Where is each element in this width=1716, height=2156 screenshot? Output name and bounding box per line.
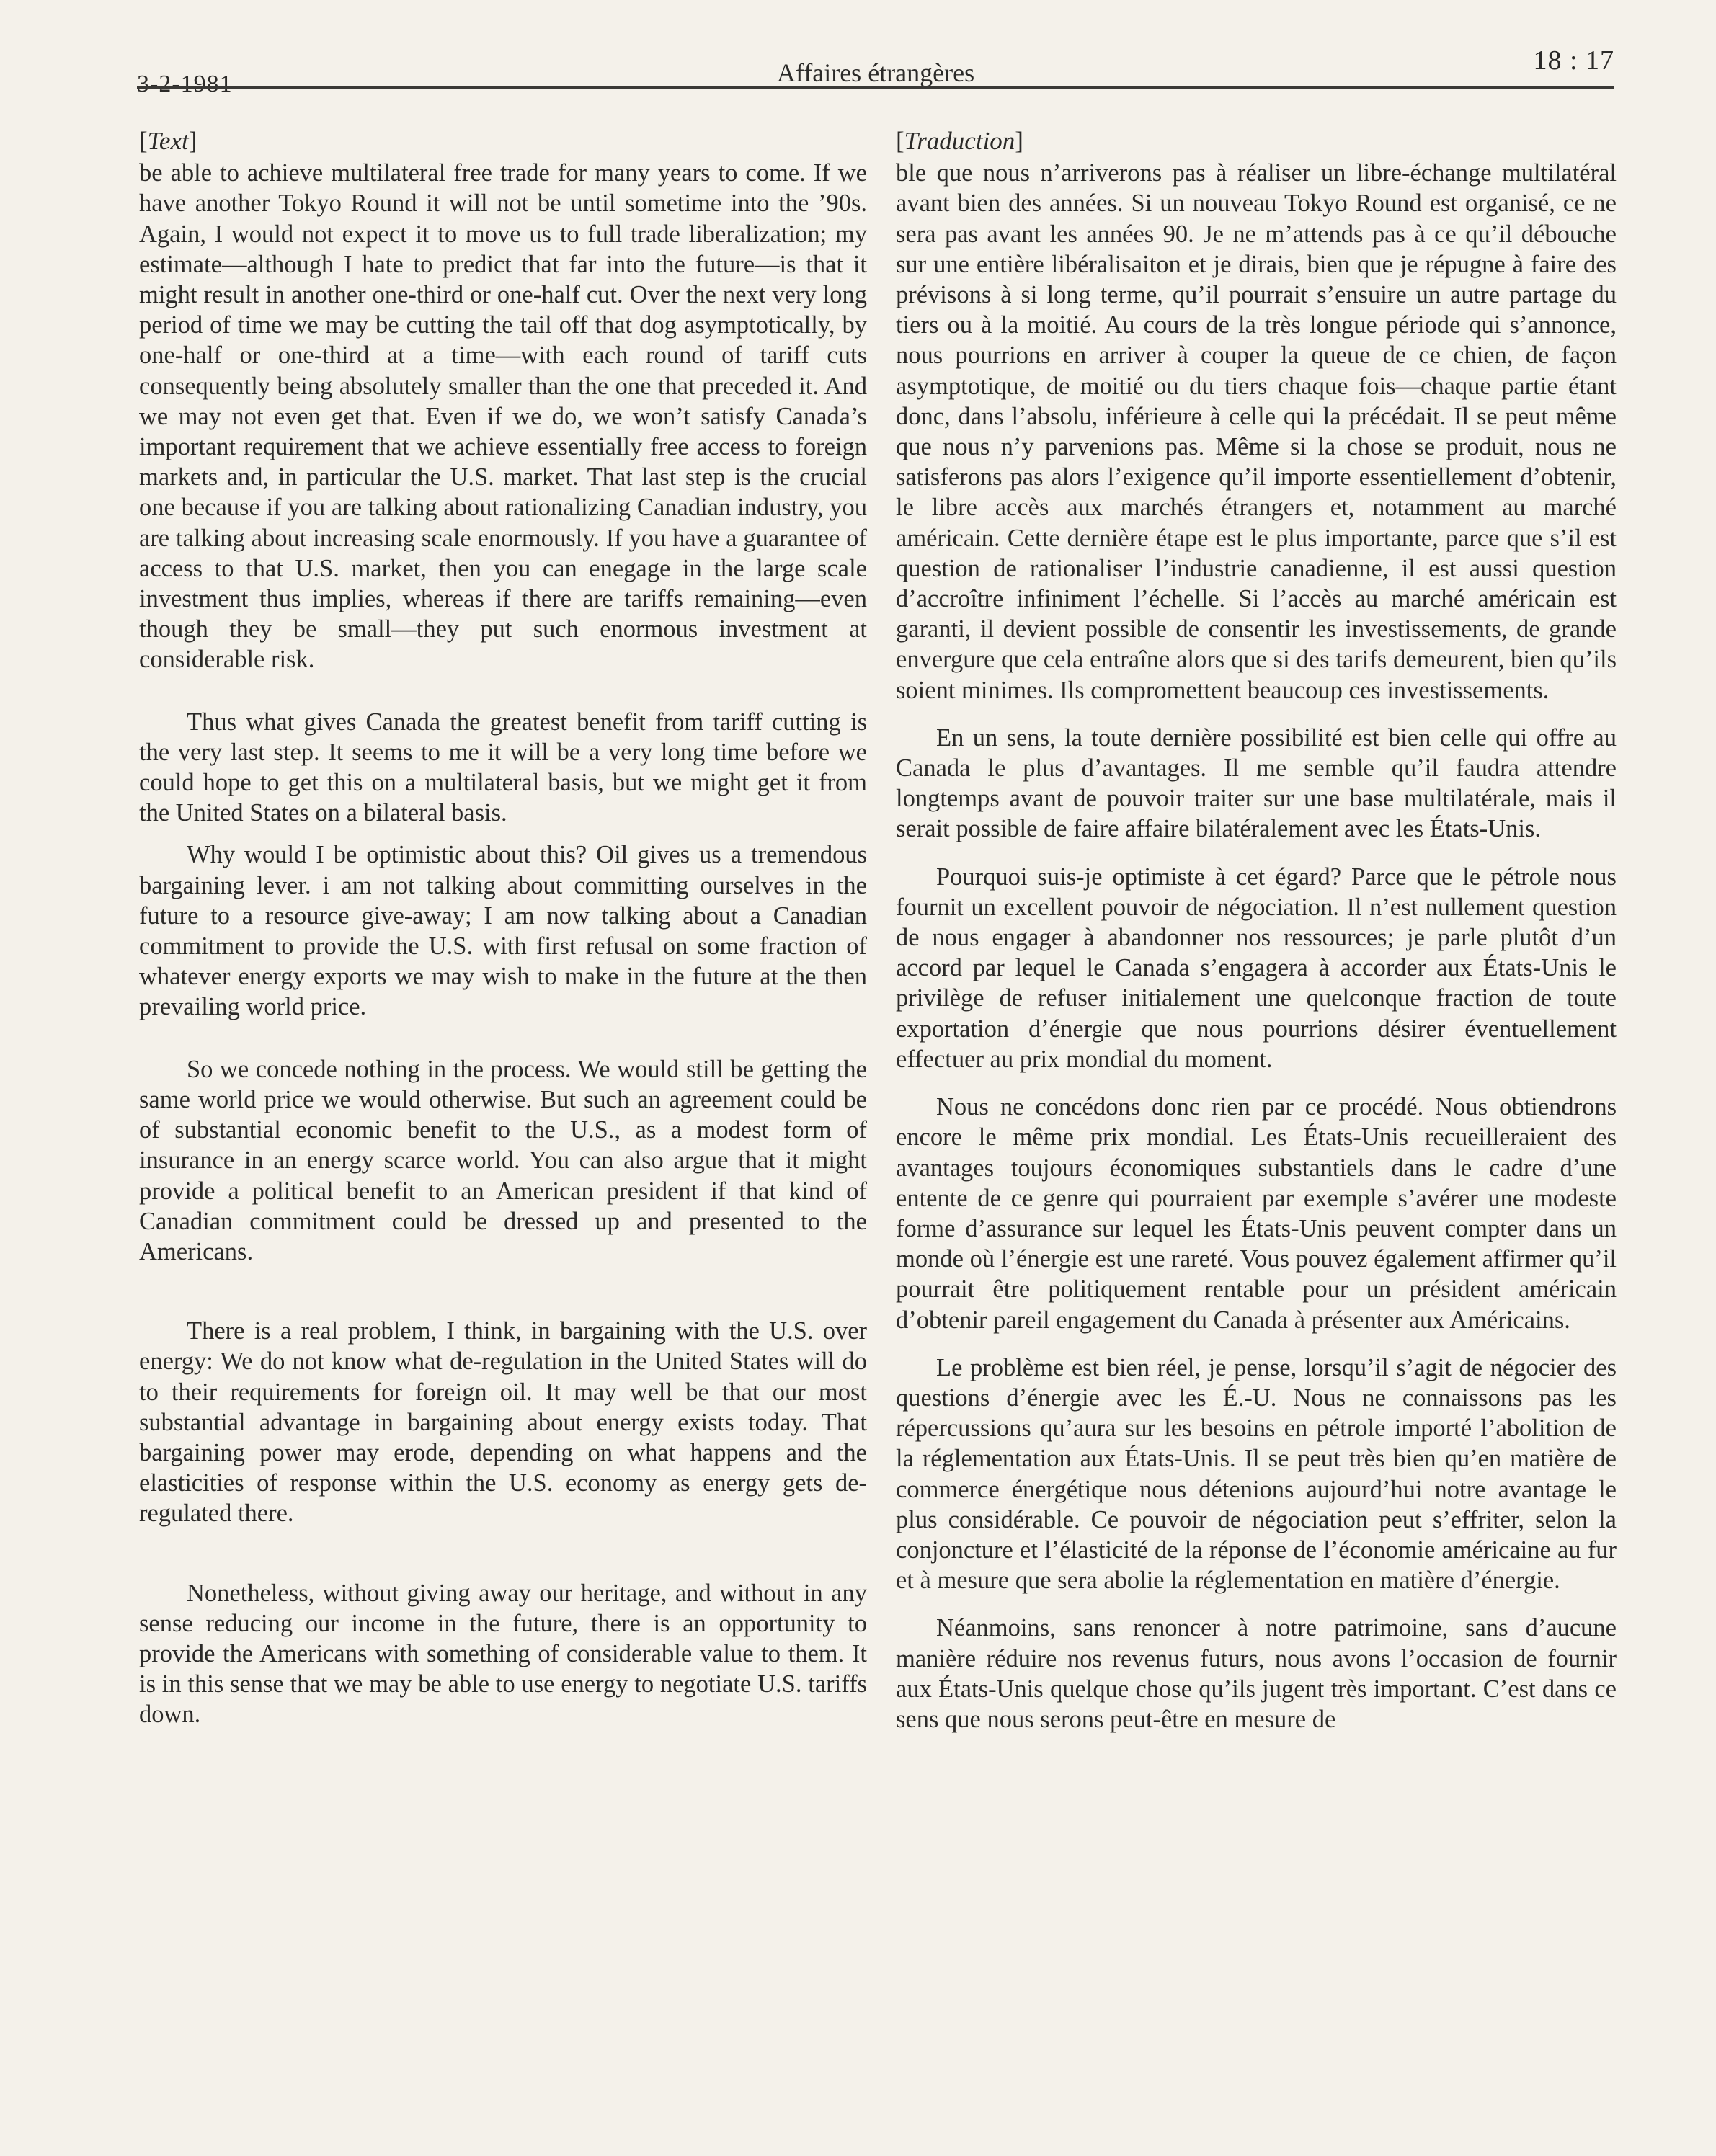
header-title: Affaires étrangères [776,58,975,87]
english-paragraph-6: Nonetheless, without giving away our heritage, and without in any sense reducing our income in the future, there is an opportunity to provide the Americans with something of considerable value to them. It is in this sense that we may be able to use energy to negotiate U.S. tariffs down. [139,1579,867,1729]
english-paragraph-1: be able to achieve multilateral free trade for many years to come. If we have another Tokyo Round it will not be until sometime into the ’90s. Again, I would not expect it to move us to full trade liberalization; my estimate—although I hate to predict that far into the future—is that it might result in another one-third or one-half cut. Over the next very long period of time we may be cutting the tail off that dog asymptotically, by one-half or one-third at a time—with each round of tariff cuts consequently being absolutely smaller than the one that preceded it. And we may not even get that. Even if we do, we won’t satisfy Canada’s important requirement that we achieve essentially free access to foreign markets and, in particular the U.S. market. That last step is the crucial one because if you are talking about rationalizing Canadian industry, you are talking about increasing scale enormously. If you have a guarantee of access to that U.S. market, then you can enegage in the large scale investment thus implies, whereas if there are tariffs remaining—even though they be small—they put such enormous investment at considerable risk. [139,159,867,674]
french-column [896,126,1617,1734]
french-paragraph-1: ble que nous n’arriverons pas à réaliser un libre-échange multilatéral avant bien des années. Si un nouveau Tokyo Round est organisé, ce ne sera pas avant les années 90. Je ne m’attends pas à ce qu’il débouche sur une entière libéralisaiton et je dirais, bien que je répugne à faire des prévisons à si long terme, qu’il pourrait s’ensuire un autre partage du tiers ou à la moitié. Au cours de la très longue période qui s’annonce, nous pourrions en arriver à couper la queue de ce chien, de façon asymptotique, de moitié ou du tiers chaque fois—chaque partie étant donc, dans l’absolu, inférieure à celle qui la précédait. Il se peut même que nous n’y parvenions pas. Même si la chose se produit, nous ne satisferons pas alors l’exigence qu’il importe essentiellement d’obtenir, le libre accès aux marchés étrangers et, notamment au marché américain. Cette dernière étape est le plus importante, parce que s’il est question de rationaliser l’industrie canadienne, il est aussi question d’accroître infiniment l’échelle. Si l’accès au marché américain est garanti, il devient possible de consentir les investissements, de grande envergure que cela entraîne alors que si des tarifs demeurent, bien qu’ils soient minimes. Ils compromettent beaucoup ces investissements. [896,159,1617,704]
english-paragraph-5: There is a real problem, I think, in bargaining with the U.S. over energy: We do not know what de-regulation in the United States will do to their requirements for foreign oil. It may well be that our most substantial advantage in bargaining about energy exists today. That bargaining power may erode, depending on what happens and the elasticities of response within the U.S. economy as energy gets de-regulated there. [139,1317,867,1528]
english-paragraph-4: So we concede nothing in the process. We would still be getting the same world price we would otherwise. But such an agreement could be of substantial economic benefit to the U.S., as a modest form of insurance in an energy scarce world. You can also argue that it might provide a political benefit to an American president if that kind of Canadian commitment could be dressed up and presented to the Americans. [139,1055,867,1265]
column-label-traduction: [Traduction] [896,127,1023,155]
english-paragraph-3: Why would I be optimistic about this? Oil gives us a tremendous bargaining lever. i am not talking about committing ourselves in the future to a resource give-away; I am now talking about a Canadian commitment to provide the U.S. with first refusal on some fraction of whatever energy exports we may wish to make in the future at the then prevailing world price. [139,841,867,1021]
french-paragraph-5: Le problème est bien réel, je pense, lorsqu’il s’agit de négocier des questions d’énergie avec les É.-U. Nous ne connaissons pas les répercussions qu’aura sur les besoins en pétrole importé l’abolition de la réglementation aux États-Unis. Il se peut très bien qu’en matière de commerce énergétique nous détenions aujourd’hui notre avantage le plus considérable. Ce pouvoir de négociation peut s’effriter, selon la conjoncture et l’élasticité de la réponse de l’économie américaine au fur et à mesure que sera abolie la réglementation en matière d’énergie. [896,1353,1617,1595]
french-paragraph-6: Néanmoins, sans renoncer à notre patrimoine, sans d’aucune manière réduire nos revenus futurs, nous avons l’occasion de fournir aux États-Unis quelque chose qu’ils jugent très important. C’est dans ce sens que nous serons peut-être en mesure de [896,1614,1617,1733]
english-paragraph-2: Thus what gives Canada the greatest benefit from tariff cutting is the very last step. It seems to me it will be a very long time before we could hope to get this on a multilateral basis, but we might get it from the United States on a bilateral basis. [139,708,867,827]
french-paragraph-4: Nous ne concédons donc rien par ce procédé. Nous obtiendrons encore le même prix mondial. Les États-Unis recueilleraient des avantages toujours économiques substantiels dans le cadre d’une entente de ce genre qui pourraient par exemple s’avérer une modeste forme d’assurance sur lequel les États-Unis peuvent compter dans un monde où l’énergie est une rareté. Vous pouvez également affirmer qu’il pourrait être politiquement rentable pour un président américain d’obtenir pareil engagement du Canada à présenter aux Américains. [896,1093,1617,1334]
column-label-text: [Text] [139,127,197,155]
header-date: 3-2-1981 [137,71,233,97]
header-page-number: 18 : 17 [1533,45,1614,76]
french-paragraph-2: En un sens, la toute dernière possibilité est bien celle qui offre au Canada le plus d’avantages. Il me semble qu’il faudra attendre longtemps avant de pouvoir traiter sur une base multilatérale, mais il serait possible de faire affaire bilatéralement avec les États-Unis. [896,723,1617,843]
french-paragraph-3: Pourquoi suis-je optimiste à cet égard? Parce que le pétrole nous fournit un excellent pouvoir de négociation. Il n’est nullement question de nous engager à abandonner nos ressources; je parle plutôt d’un accord par lequel le Canada s’engagera à accorder aux États-Unis le privilège de refuser initialement une quelconque fraction de toute exportation d’énergie que nous pourrions désirer éventuellement effectuer au prix mondial du moment. [896,863,1617,1073]
header-rule [137,86,1614,89]
english-column [139,126,867,1730]
